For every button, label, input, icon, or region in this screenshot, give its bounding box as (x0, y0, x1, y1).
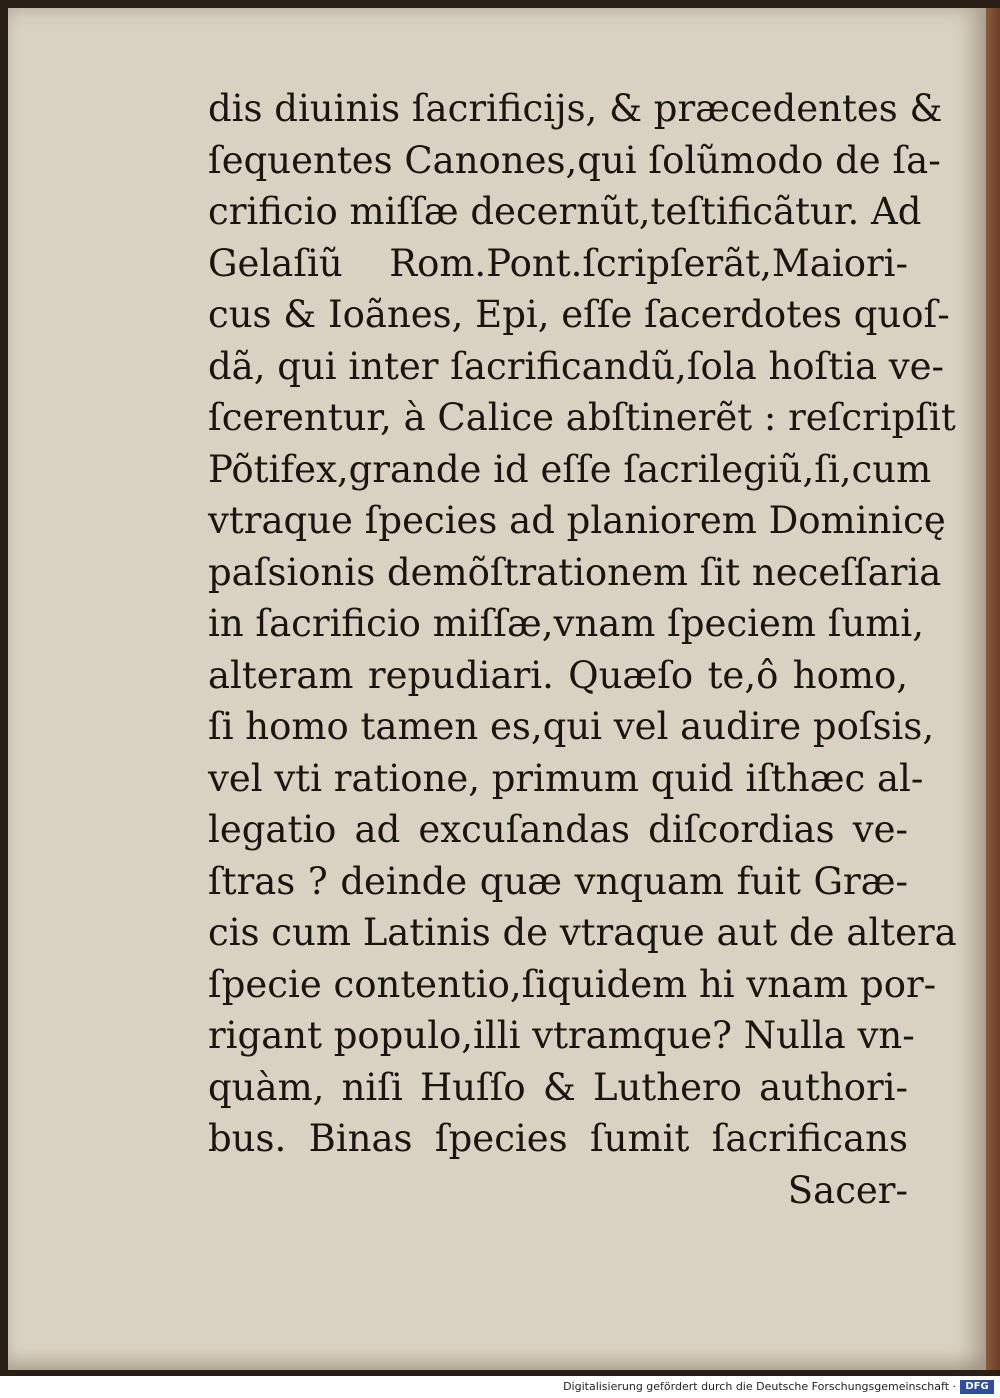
text-line: dã, qui inter ſacrificandũ,ſola hoſtia ve- (208, 344, 945, 388)
text-line: vel vti ratione, primum quid iſthæc al- (208, 756, 924, 800)
book-page (8, 8, 986, 1370)
text-line: ſequentes Canones,qui ſolũmodo de ſa- (208, 138, 941, 182)
text-line: paſsionis demõſtrationem ſit neceſſaria (208, 550, 942, 594)
page-edge (986, 8, 1000, 1370)
text-line: crificio miſſæ decernũt,teſtificãtur. Ad (208, 190, 922, 233)
text-line: ſtras ? deinde quæ vnquam fuit Græ- (208, 859, 908, 903)
text-line: rigant populo,illi vtramque? Nulla vn- (208, 1014, 915, 1057)
text-line: cus & Ioãnes, Epi, eſſe ſacerdotes quoſ- (208, 293, 950, 336)
text-line: ſi homo tamen es,qui vel audire poſsis, (208, 705, 935, 748)
catchword: Sacer- (787, 1168, 908, 1212)
text-line: quàm, niſi Huſſo & Luthero authori- (208, 1065, 908, 1109)
digitization-credit: Digitalisierung gefördert durch die Deutsche Forschungsgemeinschaft · (563, 1380, 956, 1393)
text-line: legatio ad excuſandas diſcordias ve- (208, 808, 908, 851)
text-line: cis cum Latinis de vtraque aut de altera (208, 911, 957, 954)
text-line: in ſacrificio miſſæ,vnam ſpeciem ſumi, (208, 602, 924, 645)
text-line: alteram repudiari. Quæſo te,ô homo, (208, 653, 908, 697)
text-line: ſcerentur, à Calice abſtinerẽt : reſcripſit (208, 396, 956, 439)
footer-bar (0, 1376, 1000, 1398)
text-line: Gelaſiũ Rom.Pont.ſcripſerãt,Maiori- (208, 241, 908, 285)
text-line: ſpecie contentio,ſiquidem hi vnam por- (208, 962, 937, 1006)
text-line: dis diuinis ſacrificijs, & præcedentes & (208, 87, 943, 130)
text-line: bus. Binas ſpecies ſumit ſacrificans (208, 1117, 908, 1160)
text-line: Põtifex,grande id eſſe ſacrilegiũ,ſi,cum (208, 447, 932, 491)
text-line: vtraque ſpecies ad planiorem Dominicę (208, 499, 946, 542)
body-text (208, 83, 957, 1216)
dfg-logo-icon: DFG (960, 1380, 994, 1394)
